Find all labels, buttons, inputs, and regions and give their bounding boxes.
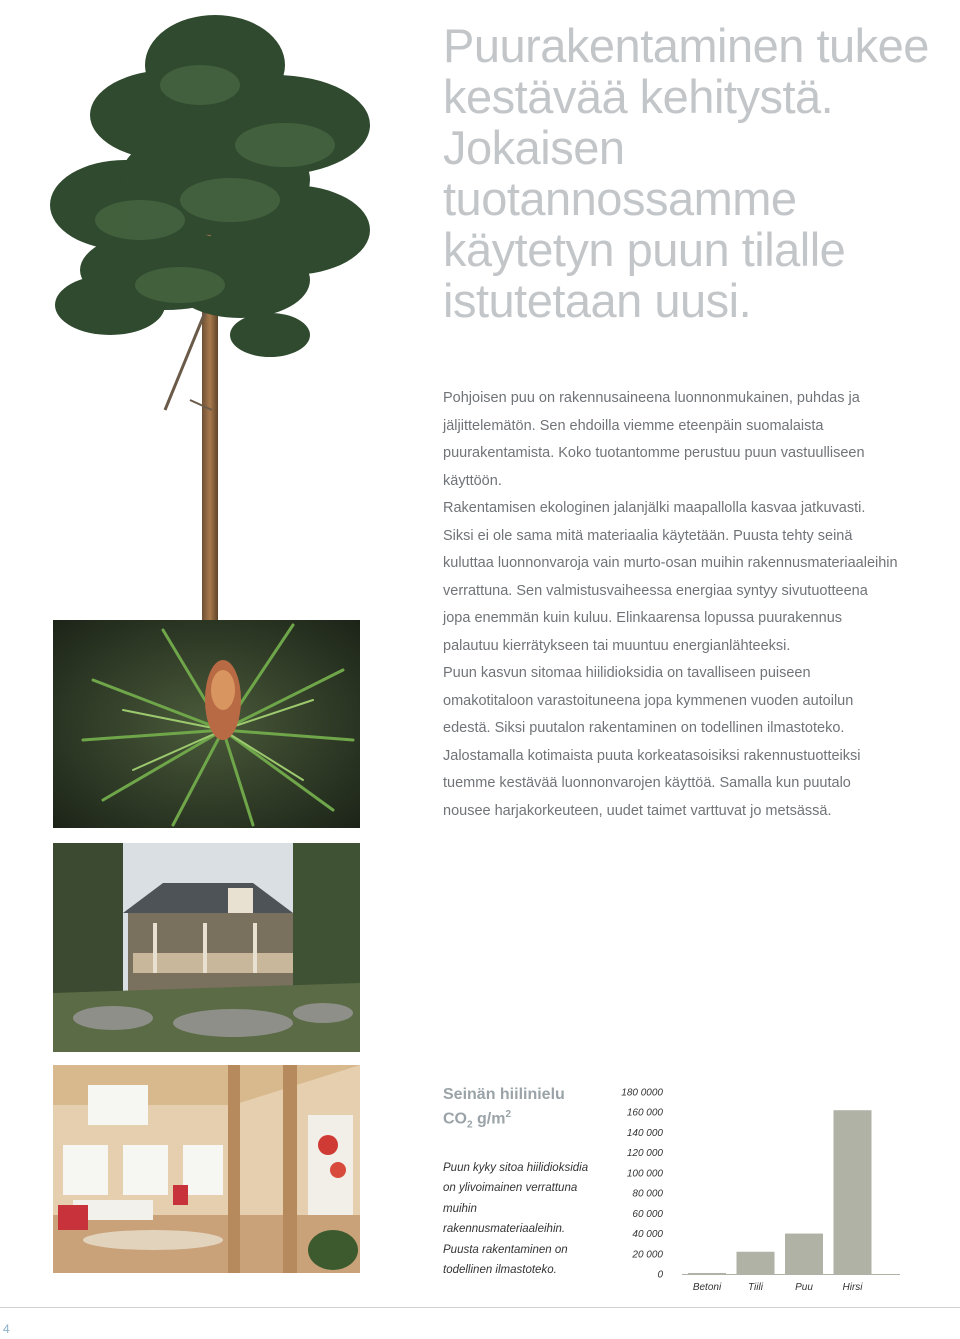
footer-rule	[0, 1307, 960, 1308]
body-paragraph: Rakentamisen ekologinen jalanjälki maapallolla kasvaa jatkuvasti. Siksi ei ole sama mitä materiaalia käytetään. Puusta tehty seinä kuluttaa luonnonvaroja vain murto-osan muihin rakennusmateriaaleihin verrattuna. Sen valmistusvaiheessa energiaa syntyy sivutuotteena jopa enemmän kuin kuluu. Elinkaarensa lopussa puurakennus palautuu kierrätykseen tai muuntuu energianlähteeksi.	[443, 500, 898, 654]
interior-photo	[53, 1065, 360, 1273]
bar-hirsi	[834, 1110, 872, 1274]
y-tick-label: 40 000	[632, 1229, 663, 1241]
chart-title-sup: 2	[505, 1109, 512, 1120]
y-tick-label: 100 000	[626, 1168, 663, 1180]
body-paragraph: Jalostamalla kotimaista puuta korkeatasoisiksi rakennustuotteiksi tuemme kestävää luonnonvarojen käyttöä. Samalla kun puutalo nousee harjakorkeuteen, uudet taimet varttuvat jo metsässä.	[443, 747, 861, 819]
log-house-photo	[53, 843, 360, 1052]
x-category-label: Hirsi	[842, 1282, 863, 1293]
y-tick-label: 180 0000	[621, 1087, 663, 1099]
chart-caption: Puun kyky sitoa hiilidioksidia on ylivoimainen verrattuna muihin rakennusmateriaaleihin. Puusta rakentaminen on todellinen ilmastoteko.	[443, 1162, 589, 1277]
y-tick-label: 160 000	[626, 1107, 663, 1119]
y-tick-label: 80 000	[632, 1188, 663, 1200]
chart-title-line1: Seinän hiilinielu	[443, 1086, 565, 1103]
body-paragraph: Pohjoisen puu on rakennusaineena luonnonmukainen, puhdas ja jäljittelemätön. Sen ehdoilla viemme eteenpäin suomalaista puurakentamista. Koko tuotantomme perustuu puun vastuulliseen käyttöön.	[443, 390, 865, 489]
carbon-sink-bar-chart	[610, 1082, 910, 1300]
page-headline: Puurakentaminen tukee kestävää kehitystä. Jokaisen tuotannossamme käytetyn puun tilalle istutetaan uusi.	[443, 19, 929, 327]
pine-tree-image	[40, 5, 390, 620]
chart-title	[443, 1085, 565, 1136]
chart-title-line2	[443, 1105, 565, 1136]
y-tick-label: 60 000	[632, 1208, 663, 1220]
chart-title-co: CO	[443, 1110, 467, 1128]
chart-title-unit: g/m	[472, 1110, 506, 1128]
chart-title-sub: 2	[467, 1119, 473, 1131]
y-tick-label: 120 000	[626, 1148, 663, 1160]
x-category-label: Puu	[795, 1282, 813, 1293]
body-text	[443, 385, 898, 825]
bar-puu	[785, 1234, 823, 1274]
y-tick-label: 0	[657, 1269, 663, 1281]
x-category-label: Betoni	[692, 1282, 722, 1293]
y-tick-label: 20 000	[632, 1249, 663, 1261]
page-number: 4	[3, 1322, 10, 1336]
body-paragraph: Puun kasvun sitomaa hiilidioksidia on tavalliseen puiseen omakotitaloon varastoituneena jopa kymmenen vuoden autoilun edestä. Siksi puutalon rakentaminen on todellinen ilmastoteko.	[443, 665, 854, 736]
x-category-label: Tiili	[748, 1282, 763, 1293]
bar-betoni	[688, 1273, 726, 1274]
pine-shoot-photo	[53, 620, 360, 828]
y-tick-label: 140 000	[626, 1127, 663, 1139]
bar-tiili	[737, 1252, 775, 1274]
